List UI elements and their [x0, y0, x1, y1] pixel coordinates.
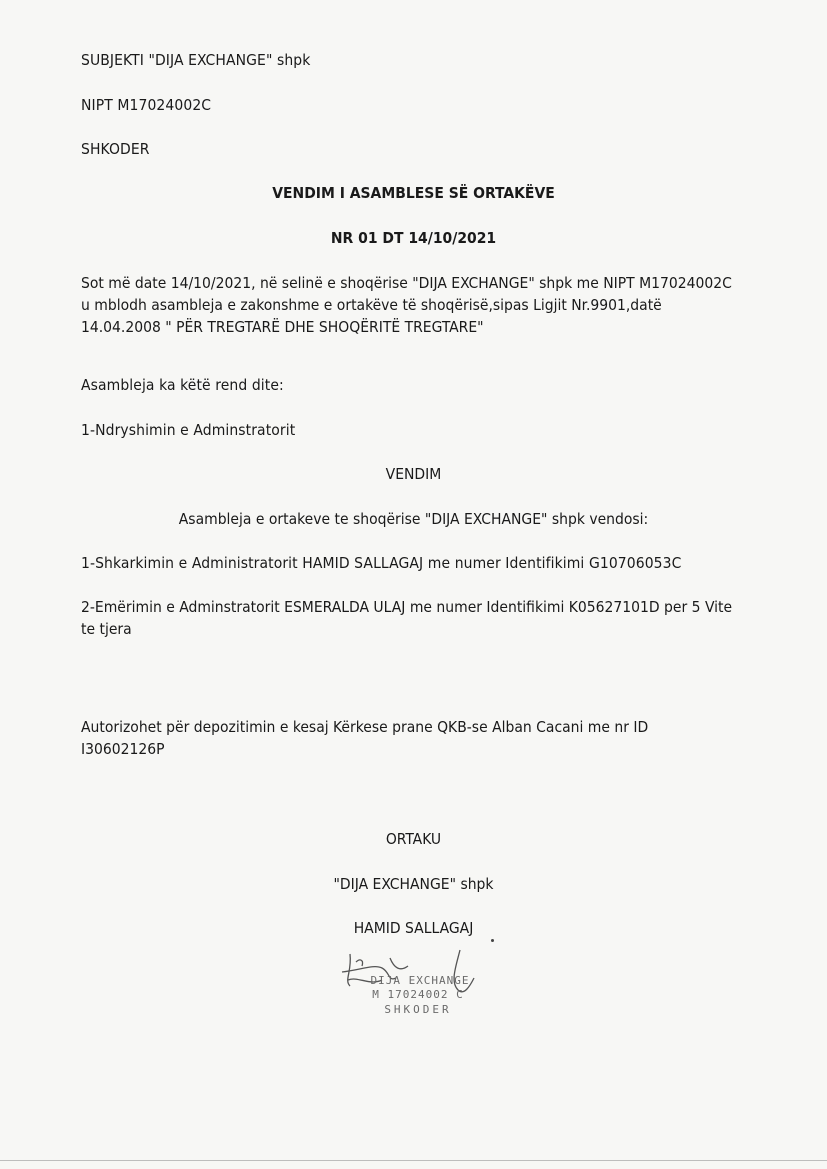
agenda-intro: Asambleja ka këtë rend dite: [81, 376, 284, 394]
stamp-line-1: DIJA EXCHANGE [370, 974, 470, 987]
document-title: VENDIM I ASAMBLESE SË ORTAKËVE [272, 184, 555, 202]
intro-line-3: 14.04.2008 " PËR TREGTARË DHE SHOQËRITË TREGTARE" [81, 318, 484, 336]
stamp-line-3: SHKODER [384, 1003, 452, 1016]
stamp-line-2: M 17024002 C [372, 988, 464, 1001]
authorization-line-1: Autorizohet për depozitimin e kesaj Kërkese prane QKB-se Alban Cacani me nr ID [81, 718, 649, 736]
signature-company: "DIJA EXCHANGE" shpk [333, 875, 494, 893]
intro-line-2: u mblodh asambleja e zakonshme e ortakëve të shoqërisë,sipas Ligjit Nr.9901,datë [81, 296, 662, 314]
signature-role: ORTAKU [385, 830, 442, 848]
company-stamp-signature [330, 942, 510, 1022]
signature-name: HAMID SALLAGAJ [353, 919, 474, 937]
decision-intro: Asambleja e ortakeve te shoqërise "DIJA EXCHANGE" shpk vendosi: [178, 510, 649, 528]
header-city: SHKODER [81, 140, 150, 158]
header-nipt: NIPT M17024002C [81, 96, 212, 114]
header-company: SUBJEKTI "DIJA EXCHANGE" shpk [81, 51, 311, 69]
decision-item-2 [81, 596, 741, 640]
decision-item-2-line-1: 2-Emërimin e Adminstratorit ESMERALDA ULAJ me numer Identifikimi K05627101D per 5 Vite [81, 598, 733, 616]
document-number: NR 01 DT 14/10/2021 [330, 229, 497, 247]
intro-paragraph [81, 272, 741, 338]
page-bottom-edge [0, 1160, 827, 1161]
authorization-line-2: I30602126P [81, 740, 165, 758]
decision-item-1: 1-Shkarkimin e Administratorit HAMID SALLAGAJ me numer Identifikimi G10706053C [81, 554, 682, 572]
intro-line-1: Sot më date 14/10/2021, në selinë e shoqërise "DIJA EXCHANGE" shpk me NIPT M17024002C [81, 274, 732, 292]
decision-heading: VENDIM [385, 465, 442, 483]
authorization-paragraph [81, 716, 741, 760]
agenda-item-1: 1-Ndryshimin e Adminstratorit [81, 421, 296, 439]
decision-item-2-line-2: te tjera [81, 620, 132, 638]
